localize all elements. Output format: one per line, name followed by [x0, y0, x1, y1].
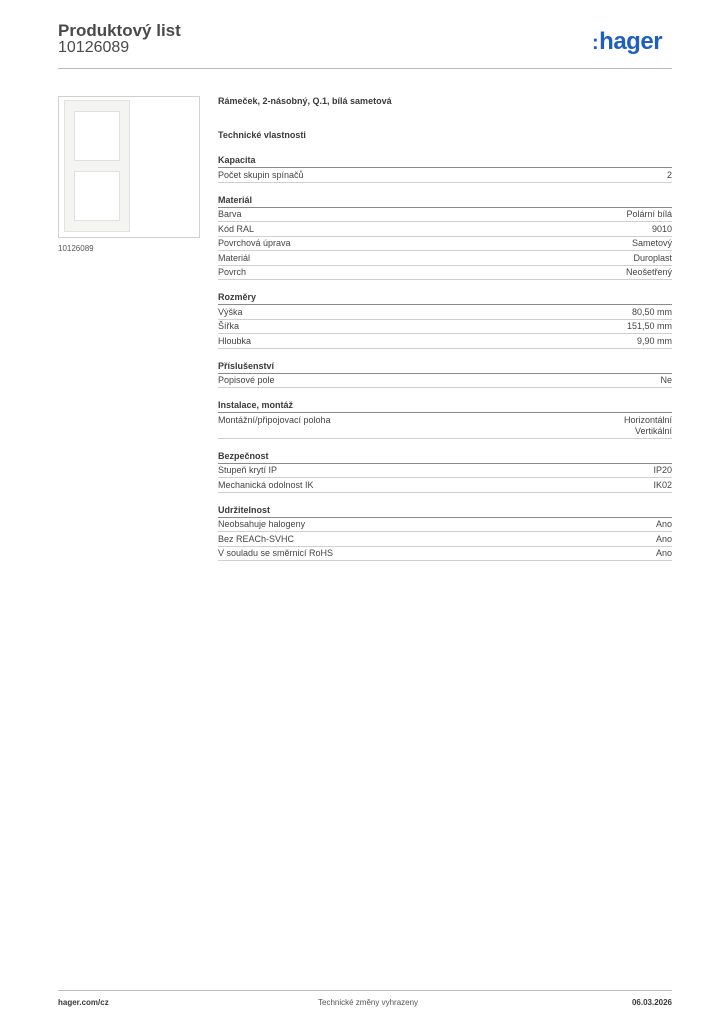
- spec-row: [218, 464, 672, 479]
- product-name: Rámeček, 2-násobný, Q.1, bílá sametová: [218, 96, 392, 106]
- spec-label: Počet skupin spínačů: [218, 169, 304, 180]
- spec-row: [218, 532, 672, 547]
- spec-value: 2: [666, 169, 672, 180]
- frame-opening-bottom: [74, 171, 120, 221]
- section-title: Udržitelnost: [218, 504, 672, 518]
- footer-website: hager.com/cz: [58, 998, 109, 1007]
- spec-value: Sametový: [631, 238, 672, 248]
- spec-row: [218, 374, 672, 389]
- spec-row: [218, 237, 672, 252]
- hager-logo: [592, 28, 662, 56]
- spec-value: Ano: [655, 533, 672, 544]
- spec-row: [218, 251, 672, 266]
- spec-row: [218, 334, 672, 349]
- spec-label: Stupeň krytí IP: [218, 465, 278, 475]
- spec-value: IP20: [653, 465, 672, 475]
- section-title: Instalace, montáž: [218, 399, 672, 413]
- header-divider: [58, 68, 672, 69]
- spec-value: IK02: [653, 479, 672, 490]
- spec-row: [218, 478, 672, 493]
- spec-label: Šířka: [218, 321, 240, 331]
- logo-mark: :: [592, 32, 599, 54]
- spec-row: [218, 518, 672, 533]
- tech-heading: Technické vlastnosti: [218, 130, 306, 140]
- spec-label: Barva: [218, 209, 242, 219]
- spec-value: Duroplast: [633, 252, 672, 263]
- spec-section: [218, 291, 672, 349]
- spec-label: Montážní/připojovací poloha: [218, 414, 331, 425]
- spec-value: 80,50 mm: [631, 306, 672, 317]
- section-title: Rozměry: [218, 291, 672, 305]
- spec-row: [218, 413, 672, 439]
- spec-row: [218, 208, 672, 223]
- spec-section: [218, 360, 672, 389]
- spec-label: Povrch: [218, 267, 247, 277]
- spec-section: [218, 399, 672, 439]
- spec-row: [218, 168, 672, 183]
- logo-text: hager: [599, 28, 663, 55]
- page-title: Produktový list: [58, 21, 181, 40]
- spec-row: [218, 222, 672, 237]
- spec-section: [218, 504, 672, 562]
- product-image-frame: [64, 100, 130, 232]
- spec-value: 151,50 mm: [626, 321, 672, 331]
- spec-label: Výška: [218, 306, 243, 317]
- section-title: Kapacita: [218, 154, 672, 168]
- spec-row: [218, 305, 672, 320]
- spec-label: V souladu se směrnicí RoHS: [218, 548, 334, 558]
- spec-value: Ano: [655, 548, 672, 558]
- spec-table: [218, 154, 672, 572]
- section-title: Bezpečnost: [218, 450, 672, 464]
- spec-label: Kód RAL: [218, 223, 255, 234]
- spec-label: Mechanická odolnost IK: [218, 479, 314, 490]
- spec-value: Neošetřený: [625, 267, 672, 277]
- spec-value: 9,90 mm: [636, 335, 672, 346]
- spec-section: [218, 194, 672, 281]
- spec-section: [218, 154, 672, 183]
- section-title: Materiál: [218, 194, 672, 208]
- footer-note: Technické změny vyhrazeny: [318, 998, 419, 1007]
- spec-value: Horizontální Vertikální: [623, 414, 672, 436]
- spec-label: Hloubka: [218, 335, 252, 346]
- product-code: 10126089: [58, 39, 130, 56]
- spec-value: Ne: [660, 375, 672, 385]
- spec-row: [218, 266, 672, 281]
- spec-label: Materiál: [218, 252, 251, 263]
- section-title: Příslušenství: [218, 360, 672, 374]
- spec-label: Povrchová úprava: [218, 238, 291, 248]
- spec-value: Polární bílá: [626, 209, 672, 219]
- spec-value: 9010: [651, 223, 672, 234]
- image-caption: 10126089: [58, 244, 94, 253]
- spec-section: [218, 450, 672, 493]
- spec-value: Ano: [655, 519, 672, 529]
- spec-label: Neobsahuje halogeny: [218, 519, 306, 529]
- spec-row: [218, 320, 672, 335]
- spec-label: Popisové pole: [218, 375, 275, 385]
- frame-opening-top: [74, 111, 120, 161]
- footer-divider: [58, 990, 672, 991]
- spec-row: [218, 547, 672, 562]
- spec-label: Bez REACh-SVHC: [218, 533, 295, 544]
- footer-date: 06.03.2026: [631, 998, 672, 1007]
